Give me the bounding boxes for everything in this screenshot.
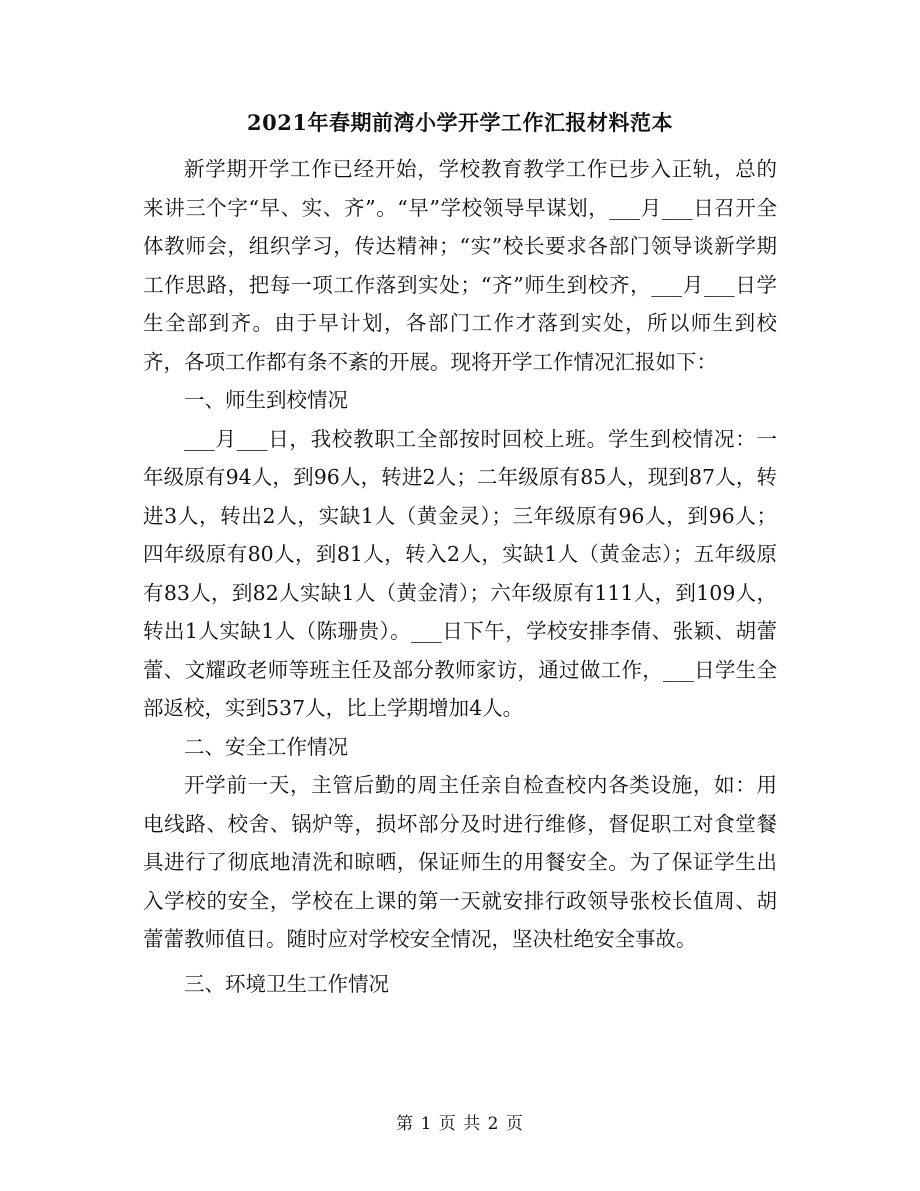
section-heading-hygiene: 三、环境卫生工作情况 [184,971,389,996]
safety-paragraph: 开学前一天，主管后勤的周主任亲自检查校内各类设施，如：用电线路、校舍、锅炉等，损坏部分及时进行维修，督促职工对食堂餐具进行了彻底地清洗和晾晒，保证师生的用餐安全。为了保证学生出入学校的安全，学校在上课的第一天就安排行政领导张校长值周、胡蕾蕾教师值日。随时应对学校安全情况，坚决杜绝安全事故。 [143,773,777,951]
document-title: 2021年春期前湾小学开学工作汇报材料范本 [247,110,673,135]
attendance-paragraph: ___月___日，我校教职工全部按时回校上班。学生到校情况：一年级原有94人，到96人，转进2人；二年级原有85人，现到87人，转进3人，转出2人，实缺1人（黄金灵）；三年级原有96人，到96人；四年级原有80人，到81人，转入2人，实缺1人（黄金志）；五年级原有83人，到82人实缺1人（黄金清）；六年级原有111人，到109人，转出1人实缺1人（陈珊贵）。___日下午，学校安排李倩、张颖、胡蕾蕾、文耀政老师等班主任及部分教师家访，通过做工作，___日学生全部返校，实到537人，比上学期增加4人。 [143,426,777,720]
page-number: 第 1 页 共 2 页 [396,1114,524,1134]
intro-paragraph: 新学期开学工作已经开始，学校教育教学工作已步入正轨，总的来讲三个字“早、实、齐”。“早”学校领导早谋划，___月___日召开全体教师会，组织学习，传达精神；“实”校长要求各部门领导谈新学期工作思路，把每一项工作落到实处；“齐”师生到校齐，___月___日学生全部到齐。由于早计划，各部门工作才落到实处，所以师生到校齐，各项工作都有条不紊的开展。现将开学工作情况汇报如下： [143,157,777,374]
section-heading-safety: 二、安全工作情况 [184,734,348,759]
section-heading-attendance: 一、师生到校情况 [184,388,348,412]
document-body [143,150,777,1003]
